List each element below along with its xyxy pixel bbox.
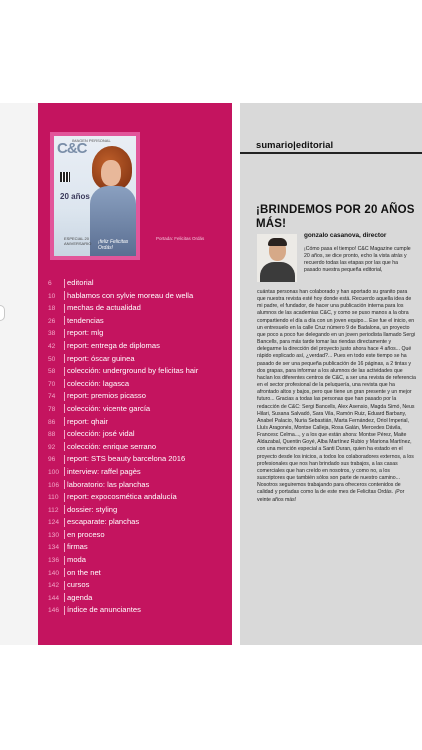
toc-separator bbox=[64, 593, 65, 602]
editorial-headline: ¡BRINDEMOS POR 20 AÑOS MÁS! bbox=[256, 204, 415, 230]
column-divider bbox=[232, 103, 240, 645]
toc-title: dossier: styling bbox=[67, 504, 118, 514]
toc-item[interactable] bbox=[48, 516, 232, 529]
toc-item[interactable] bbox=[48, 604, 232, 617]
toc-separator bbox=[64, 543, 65, 552]
author-photo bbox=[257, 234, 297, 282]
toc-page-number: 70 bbox=[48, 380, 56, 388]
toc-page-number: 100 bbox=[48, 468, 60, 476]
toc-title: mechas de actualidad bbox=[67, 303, 141, 313]
toc-separator bbox=[64, 279, 65, 288]
section-header: sumario|editorial bbox=[256, 139, 334, 150]
toc-page-number: 78 bbox=[48, 405, 56, 413]
toc-title: cursos bbox=[67, 580, 90, 590]
toc-separator bbox=[64, 417, 65, 426]
toc-page-number: 110 bbox=[48, 494, 59, 502]
toc-separator bbox=[64, 581, 65, 590]
toc-page-number: 144 bbox=[48, 594, 60, 602]
toc-separator bbox=[64, 442, 65, 451]
toc-title: report: mlg bbox=[67, 328, 104, 338]
toc-separator bbox=[64, 291, 65, 300]
toc-title: tendencias bbox=[67, 315, 104, 325]
cover-model-face bbox=[101, 160, 121, 186]
toc-page-number: 86 bbox=[48, 418, 56, 426]
toc-page-number: 42 bbox=[48, 342, 56, 350]
toc-title: colección: lagasca bbox=[67, 378, 130, 388]
toc-page-number: 10 bbox=[48, 292, 56, 300]
toc-item[interactable] bbox=[48, 428, 232, 441]
toc-page-number: 88 bbox=[48, 431, 56, 439]
toc-page-number: 130 bbox=[48, 531, 60, 539]
toc-item[interactable] bbox=[48, 567, 232, 580]
toc-page-number: 6 bbox=[48, 280, 52, 287]
toc-page-number: 140 bbox=[48, 569, 60, 577]
cover-thumbnail[interactable] bbox=[54, 136, 136, 256]
author-jacket bbox=[260, 262, 295, 282]
toc-item[interactable] bbox=[48, 592, 232, 605]
toc-page-number: 96 bbox=[48, 456, 56, 464]
toc-title: report: STS beauty barcelona 2016 bbox=[67, 454, 186, 464]
toc-title: report: óscar guinea bbox=[67, 353, 135, 363]
toc-page-number: 92 bbox=[48, 443, 56, 451]
toc-item[interactable] bbox=[48, 579, 232, 592]
toc-title: report: entrega de diplomas bbox=[67, 340, 160, 350]
toc-title: colección: josé vidal bbox=[67, 429, 135, 439]
toc-title: editorial bbox=[67, 278, 94, 287]
toc-title: report: premios picasso bbox=[67, 391, 146, 401]
toc-title: firmas bbox=[67, 542, 88, 552]
toc-separator bbox=[64, 404, 65, 413]
toc-separator bbox=[64, 354, 65, 363]
toc-item[interactable] bbox=[48, 315, 232, 328]
toc-separator bbox=[64, 379, 65, 388]
top-bar bbox=[0, 0, 422, 103]
toc-title: report: qhair bbox=[67, 416, 108, 426]
toc-title: escaparate: planchas bbox=[67, 517, 140, 527]
toc-separator bbox=[64, 467, 65, 476]
editorial-intro: ¡Cómo pasa el tiempo! C&C Magazine cumple 20 años, se dice pronto, echo la vista atrás y recuerdo todas las etapas por las que ha pasado nuestra pequeña editorial, bbox=[304, 246, 411, 274]
toc-separator bbox=[64, 329, 65, 338]
toc-page-number: 38 bbox=[48, 330, 56, 338]
toc-item[interactable] bbox=[48, 353, 232, 366]
toc-page-number: 146 bbox=[48, 607, 60, 615]
toc-separator bbox=[64, 367, 65, 376]
toc-title: report: expocosmética andalucía bbox=[67, 492, 177, 502]
toc-page-number: 18 bbox=[48, 305, 56, 313]
toc-separator bbox=[64, 530, 65, 539]
toc-item[interactable] bbox=[48, 403, 232, 416]
cover-caption: ESPECIAL 20 ANIVERSARIO bbox=[64, 236, 92, 246]
cover-credit: ¡feliz Felicitas Ordás! bbox=[98, 239, 129, 251]
toc-page-number: 26 bbox=[48, 317, 56, 325]
bottom-bar bbox=[0, 645, 422, 750]
toc-title: hablamos con sylvie moreau de wella bbox=[67, 290, 194, 300]
toc-separator bbox=[64, 480, 65, 489]
toc-separator bbox=[64, 392, 65, 401]
toc-item[interactable] bbox=[48, 327, 232, 340]
toc-separator bbox=[64, 304, 65, 313]
toc-title: colección: underground by felicitas hair bbox=[67, 366, 199, 376]
toc-separator bbox=[64, 518, 65, 527]
page-turn-handle[interactable] bbox=[0, 305, 5, 321]
toc-title: colección: enrique serrano bbox=[67, 441, 157, 451]
toc-item[interactable] bbox=[48, 529, 232, 542]
toc-title: laboratorio: las planchas bbox=[67, 479, 150, 489]
author-hair bbox=[268, 238, 287, 246]
toc-title: interview: raffel pagès bbox=[67, 466, 141, 476]
toc-item[interactable] bbox=[48, 554, 232, 567]
toc-title: on the net bbox=[67, 567, 101, 577]
toc-item[interactable] bbox=[48, 365, 232, 378]
toc-title: en proceso bbox=[67, 529, 105, 539]
cover-note: Portada: Felicitas Ordás bbox=[156, 236, 205, 241]
toc-separator bbox=[64, 493, 65, 502]
toc-item[interactable] bbox=[48, 479, 232, 492]
toc-item[interactable] bbox=[48, 390, 232, 403]
toc-separator bbox=[64, 341, 65, 350]
cover-anniversary-badge: 20 años bbox=[60, 192, 90, 201]
toc-page-number: 50 bbox=[48, 355, 56, 363]
editorial-body: cuántas personas han colaborado y han aportado su granito para que nuestra revista esté hoy donde está. Recuerdo aquella idea de mi padre, el fundador, de hacer una publicación interna para los alumnos de las academias C&C, y como se puso manos a la obra compartiendo el día a día con un joven equipo... Ese fue el inicio, en un entresuelo en la calle Cruz número 9 de Badalona, un proyecto que poco a poco fue delegando en un joven periodista llamado Sergi Bancells, para más tarde tomar las riendas directamente y delegarme la dirección del proyecto justo ahora hace 4 años... Qué rápido explicado así, ¿verdad?... Pues en todo este tiempo se ha pasado de ser una pequeña publicación de 16 páginas, a 2 tintas y dos grapas, para informar a los alumnos de las actividades que hacían los diferentes centros de C&C, a ser una revista de referencia en el sector profesional de la peluquería, una revista que ha afrontado altos y bajos, pero que tiene un gran presente y un mejor futuro... Gracias a todas las personas que han pasado por la redacción de C&C: Sergi Bancells, Alex Asensio, Magda Simó, Neus Hilari, Susana Salvadó, Sara Vila, Ramón Ruiz, Eduard Barbany, Anabel Palacio, Nuria Sebastián, Marta Fernández, Oriol Imperial, Lluís Aragonés, Montse Calleja, Rosa Galán, Mercedes Dávila, Francesc Celma..., y a los que están ahora: Montse Pérez, Maite Aldazabal, Quentin Goyé, Alba Martínez Rubio y Mariona Martínez, con una mención especial a Santi Duran, quien ha estado en el proyecto desde los inicios, a todos los colaboradores externos, a los profesionales que nos han brindado sus trabajos, a las casas comerciales que han creído en nosotros, y como no, a los suscriptores que también sólos son parte de nuestro camino... Nosotros seguiremos trabajando para ofreceros contenidos de calidad y portadas como la de este mes de Felicitas Ordás. ¡Por veinte años más! bbox=[257, 289, 416, 503]
toc-page-number: 74 bbox=[48, 393, 56, 401]
toc-separator bbox=[64, 606, 65, 615]
toc-separator bbox=[64, 430, 65, 439]
toc-title: colección: vicente garcía bbox=[67, 403, 151, 413]
toc-item[interactable] bbox=[48, 466, 232, 479]
cover-logo: C&C bbox=[57, 140, 87, 157]
toc-item[interactable] bbox=[48, 290, 232, 303]
toc-item[interactable] bbox=[48, 416, 232, 429]
table-of-contents bbox=[48, 277, 232, 617]
toc-separator bbox=[64, 556, 65, 565]
author-byline: gonzalo casanova, director bbox=[304, 232, 387, 239]
cover-subtitle: IMAGEN PERSONAL bbox=[72, 138, 111, 143]
toc-page-number: 112 bbox=[48, 506, 59, 514]
section-header-rule bbox=[240, 152, 422, 154]
toc-separator bbox=[64, 455, 65, 464]
toc-item[interactable] bbox=[48, 441, 232, 454]
toc-item[interactable] bbox=[48, 453, 232, 466]
toc-page-number: 136 bbox=[48, 557, 60, 565]
toc-title: moda bbox=[67, 555, 86, 565]
toc-page-number: 142 bbox=[48, 582, 60, 590]
toc-item[interactable] bbox=[48, 302, 232, 315]
toc-item[interactable] bbox=[48, 378, 232, 391]
toc-page-number: 106 bbox=[48, 481, 60, 489]
toc-separator bbox=[64, 505, 65, 514]
toc-page-number: 124 bbox=[48, 519, 60, 527]
toc-item[interactable] bbox=[48, 504, 232, 517]
toc-item[interactable] bbox=[48, 277, 232, 290]
toc-item[interactable] bbox=[48, 340, 232, 353]
toc-page-number: 134 bbox=[48, 544, 60, 552]
previous-page-edge[interactable] bbox=[0, 103, 39, 645]
toc-item[interactable] bbox=[48, 541, 232, 554]
qr-code-icon bbox=[60, 172, 70, 182]
toc-page-number: 58 bbox=[48, 368, 56, 376]
toc-title: índice de anunciantes bbox=[67, 605, 141, 615]
toc-separator bbox=[64, 316, 65, 325]
toc-separator bbox=[64, 568, 65, 577]
toc-title: agenda bbox=[67, 592, 93, 602]
toc-item[interactable] bbox=[48, 491, 232, 504]
